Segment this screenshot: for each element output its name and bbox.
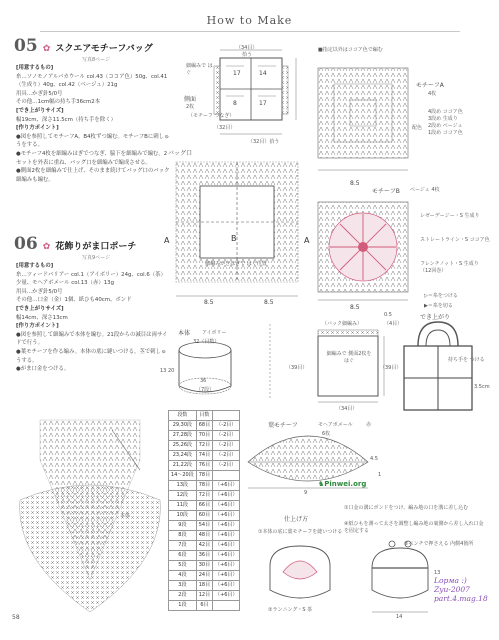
row-label: 6段 <box>169 551 197 561</box>
row-label: 21,22段 <box>169 461 197 471</box>
material-yarn: 糸…ツィードバリアー col.1（アイボリー）24g、col.6（茶）少量、モヘアボメール col.13（赤）13g <box>16 271 166 287</box>
count-32-pickup-label: （32目）拾う <box>248 139 280 145</box>
dim-4-5: 4.5 <box>370 456 378 462</box>
pouch-stitch-chart <box>20 420 161 612</box>
table-header-change <box>213 411 240 421</box>
dim-14: 14 <box>396 614 403 620</box>
motif-assembly <box>176 162 298 296</box>
dim-8-5-d: 8.5 <box>350 304 360 311</box>
join-note: 細編みがきはぎで はぐ位置 <box>205 261 267 267</box>
row-label: 1段 <box>169 601 197 611</box>
embroidery-note-3: フレンチノット・S 生成り（12回巻） <box>420 261 479 274</box>
page-title: How to Make <box>206 14 293 27</box>
row-label: 5段 <box>169 561 197 571</box>
motif-join-label: （モチーフ つなぎ） <box>188 113 235 119</box>
flower-icon: ✿ <box>42 44 51 54</box>
dim-8-5-b: 8.5 <box>264 299 274 306</box>
table-row <box>169 541 240 551</box>
finishing-step-5: ⑤ペンチで押さえる 内側4箇所 <box>404 541 474 547</box>
table-row <box>169 511 240 521</box>
table-row <box>169 571 240 581</box>
material-tool: 用具…かぎ針5/0号 <box>16 288 63 295</box>
finishing-step-2: ②ランニング・S 茶 <box>268 607 313 613</box>
method-step-2: ●葉モチーフを作る編み。本体の底に縫いつける。茎で刺しゅうする。 <box>16 348 167 364</box>
embroidery-note-2: ストレートライン・S ココア色 <box>420 237 490 243</box>
finishing-step-3: ①口金の溝にボンドをつけ、編み地の口を溝に差し込む <box>344 505 469 511</box>
color-note: ■指定以外はココア色で編む <box>318 47 383 53</box>
count-39-right: （39目） <box>380 365 402 371</box>
table-header-row <box>169 411 240 421</box>
stitch-change: （+6目） <box>213 491 240 501</box>
dim-13: 13 <box>160 368 167 374</box>
materials-heading: [用意するもの] <box>16 65 54 71</box>
table-header-stitches: 目数 <box>196 411 212 421</box>
pouch-body-label: 本体 <box>178 330 191 337</box>
stitch-change: （+6目） <box>213 521 240 531</box>
dim-8-5-a: 8.5 <box>204 299 214 306</box>
motif-a-title: モチーフA <box>416 82 444 89</box>
stitch-change: （+6目） <box>213 481 240 491</box>
table-row <box>169 521 240 531</box>
stitch-change: （+6目） <box>213 591 240 601</box>
motif-a-chart <box>318 68 408 170</box>
finished-label: でき上がり <box>420 314 451 321</box>
side-seam-note: 細編みで 側面2枚を はぐ <box>326 351 372 364</box>
project05-number: 05 <box>14 36 38 56</box>
stitch-count: 24目 <box>196 571 212 581</box>
row-label: 3段 <box>169 581 197 591</box>
material-tool: 用具…かぎ針5/0号 <box>16 90 63 97</box>
table-row <box>169 451 240 461</box>
size-heading: [でき上がりサイズ] <box>16 305 64 312</box>
material-yarn: 糸…ソノモノアルパカウール col.43（ココア色）50g、col.41（生成り）40g、col.42（ベージュ）21g <box>16 73 168 89</box>
table-row <box>169 471 240 481</box>
dim-8-5-c: 8.5 <box>350 180 360 187</box>
motif-a-left-label: A <box>164 236 170 245</box>
stitch-change: （+6目） <box>213 501 240 511</box>
motif-b-center-label: B <box>231 234 237 243</box>
method-step-2: ●モチーフ4枚を細編みはぎでつなぎ、脇下を細編みで編む。2セットを外表に重ね、バッグ口を細編みで編成させる。 <box>16 150 168 166</box>
row-label: 29,30段 <box>169 421 197 431</box>
stitch-count: 6目 <box>196 601 212 611</box>
size-text: 幅14cm、深さ13cm <box>16 314 68 321</box>
stitch-count: 74目 <box>196 451 212 461</box>
table-row <box>169 431 240 441</box>
stitch-count: 42目 <box>196 541 212 551</box>
motif-b-note: ベージュ 4枚 <box>410 187 440 193</box>
legend-attach: ▷＝糸をつける <box>424 293 458 299</box>
dim-13b: 13 <box>434 570 441 576</box>
page-number: 58 <box>12 614 20 621</box>
dim-0-5: 0.5 <box>384 312 392 318</box>
table-row <box>169 591 240 601</box>
method-step-1: ●図を参照してモチーフA、B4枚ずつ編む。モチーフBに刺しゅうをする。 <box>16 133 170 149</box>
material-other: その他…口金（金）1個、紙ひも40cm、ボンド <box>16 297 132 304</box>
stitch-change: （+6目） <box>213 511 240 521</box>
stitch-change: （+6目） <box>213 531 240 541</box>
project05-title: スクエアモチーフバッグ <box>55 44 153 54</box>
stitch-change: （-2目） <box>213 441 240 451</box>
table-row <box>169 601 240 611</box>
triangle-filled-icon: ▶ <box>424 303 428 309</box>
motif-a-count: 4枚 <box>428 91 437 97</box>
bag-top-pickup: 拾う <box>242 52 253 58</box>
color-scheme-head: 配色 <box>412 125 423 131</box>
stitch-count: 36目 <box>196 551 212 561</box>
project06-title: 花飾りがま口ポーチ <box>55 242 137 252</box>
row-label: 7段 <box>169 541 197 551</box>
table-row <box>169 551 240 561</box>
row-label: 2段 <box>169 591 197 601</box>
table-header-rows: 段数 <box>169 411 197 421</box>
pouch-body-color: アイボリー <box>202 330 227 336</box>
stitch-count: 60目 <box>196 511 212 521</box>
row-label: 12段 <box>169 491 197 501</box>
stitch-count: 68目 <box>196 421 212 431</box>
motif-b-chart <box>318 202 408 300</box>
method-step-3: ●がま口金をつける。 <box>16 366 70 373</box>
stitch-count: 78目 <box>196 471 212 481</box>
stitch-count: 76目 <box>196 461 212 471</box>
stitch-change <box>213 471 240 481</box>
row-label: 9段 <box>169 521 197 531</box>
stitch-change: （+6目） <box>213 581 240 591</box>
stitch-count: 78目 <box>196 481 212 491</box>
pouch-body-36: 36 <box>200 378 207 384</box>
method-step-1: ●図を参照して細編みで本体を編む。21段からの減目は両サイドで行う。 <box>16 331 168 347</box>
handle-attach-note: 持ち手を つける <box>448 357 485 363</box>
stitch-count: 12目 <box>196 591 212 601</box>
motif-number-17a: 17 <box>233 70 241 77</box>
motif-number-14: 14 <box>259 70 267 77</box>
table-row <box>169 441 240 451</box>
figure-icon: ♞ <box>318 480 325 488</box>
side-count: 2枚 <box>186 104 195 110</box>
method-heading: [作り方ポイント] <box>16 125 59 132</box>
stitch-count: 72目 <box>196 491 212 501</box>
stitch-change: （-2目） <box>213 431 240 441</box>
row-label: 10段 <box>169 511 197 521</box>
method-step-3: ●側面2枚を細編みで仕上げ、そのまま続けてバッグ口のバック細編みも編む。 <box>16 168 170 183</box>
stitch-change: （+6目） <box>213 551 240 561</box>
table-row <box>169 501 240 511</box>
bag-opening-label: バッグ口 <box>168 150 193 157</box>
finishing-title: 仕上げ方 <box>284 516 309 523</box>
stitch-change: （-2目） <box>213 451 240 461</box>
table-row <box>169 491 240 501</box>
count-39-left: （39目） <box>286 365 308 371</box>
leaf-title: 葉モチーフ <box>268 422 298 429</box>
legend-cut: ▶＝糸を切る <box>424 303 453 309</box>
pouch-body-stitches: 32（目数） <box>193 339 220 345</box>
materials-heading: [用意するもの] <box>16 263 54 269</box>
flower-icon: ✿ <box>42 242 51 252</box>
size-text: 幅19cm、深さ11.5cm（持ち手を除く） <box>16 116 116 123</box>
bag-schematic <box>214 50 296 134</box>
table-row <box>169 421 240 431</box>
stitch-change: （+6目） <box>213 541 240 551</box>
stitch-change: （-2目） <box>213 461 240 471</box>
table-row <box>169 481 240 491</box>
row-label: 13段 <box>169 481 197 491</box>
leaf-count: 6枚 <box>322 431 331 437</box>
stitch-count-table <box>168 410 240 611</box>
finishing-step-1: ①本体の底に葉モチーフを縫いつける <box>258 529 343 535</box>
stitch-count: 54目 <box>196 521 212 531</box>
stitch-count: 18目 <box>196 581 212 591</box>
handwritten-signature: Lорма :) Zyu-2007 part.4.mag.18 <box>434 576 488 603</box>
finishing-drawings <box>270 541 428 612</box>
table-row <box>169 461 240 471</box>
project05-photo-ref: 写真8ページ <box>82 57 111 63</box>
finishing-step-4: ④紙ひもを測って太さを調整し編み地の裏側から差し入れ口金を固定する <box>344 521 484 534</box>
project06-photo-ref: 写真9ページ <box>82 255 111 261</box>
stitch-change: （+6目） <box>213 561 240 571</box>
row-label: 11段 <box>169 501 197 511</box>
stitch-count: 72目 <box>196 441 212 451</box>
back-sc-label: （バック細編み） <box>322 321 363 327</box>
back-sc-count: （4目） <box>384 321 403 327</box>
table-body <box>169 421 240 611</box>
row-label: 23,24段 <box>169 451 197 461</box>
row-label: 27,28段 <box>169 431 197 441</box>
watermark-logo: ♞Pinwei.org <box>318 480 367 488</box>
count-32-label: （32目） <box>214 125 236 131</box>
table-row <box>169 561 240 571</box>
color-scheme-list: 4段め ココア色 3段め 生成り 2段め ベージュ 1段め ココア色 <box>428 109 463 136</box>
motif-a-right-label: A <box>304 236 310 245</box>
dim-20: 20 <box>168 368 175 374</box>
motif-number-8: 8 <box>233 100 237 107</box>
stitch-count: 48目 <box>196 531 212 541</box>
motif-number-17b: 17 <box>259 100 267 107</box>
stitch-count: 66目 <box>196 501 212 511</box>
row-label: 8段 <box>169 531 197 541</box>
seam-note: 細編みで はぐ <box>186 63 213 76</box>
finished-bag-drawing <box>404 322 472 410</box>
leaf-color: 赤 <box>366 422 372 428</box>
bag-top-count: （34目） <box>236 45 258 51</box>
pouch-body-rows: （7段） <box>196 387 215 393</box>
stitch-change: （-2目） <box>213 421 240 431</box>
square-icon: ■ <box>318 47 323 53</box>
stitch-count: 30目 <box>196 561 212 571</box>
table-row <box>169 531 240 541</box>
stitch-change: （+6目） <box>213 571 240 581</box>
material-other: その他…1cm幅の持ち手36cm2本 <box>16 99 101 106</box>
dim-1: 1 <box>378 472 382 478</box>
row-label: 4段 <box>169 571 197 581</box>
stitch-change <box>213 601 240 611</box>
triangle-outline-icon: ▷ <box>424 293 428 299</box>
embroidery-note-1: レゼーデージー・S 生成り <box>420 213 480 219</box>
size-heading: [でき上がりサイズ] <box>16 107 64 114</box>
project06-number: 06 <box>14 234 38 254</box>
row-label: 25,26段 <box>169 441 197 451</box>
stitch-count: 70目 <box>196 431 212 441</box>
motif-b-title: モチーフB <box>372 188 400 195</box>
dim-3-5cm: 3.5cm <box>474 384 490 390</box>
table-row <box>169 581 240 591</box>
side-label: 側面 <box>184 96 197 103</box>
count-34: （34目） <box>336 406 358 412</box>
method-heading: [作り方ポイント] <box>16 323 59 330</box>
body-label-bottom: 本体 <box>120 513 131 519</box>
dim-9: 9 <box>304 490 308 496</box>
row-label: 14～20段 <box>169 471 197 481</box>
leaf-yarn: モヘアボメール <box>318 422 353 428</box>
